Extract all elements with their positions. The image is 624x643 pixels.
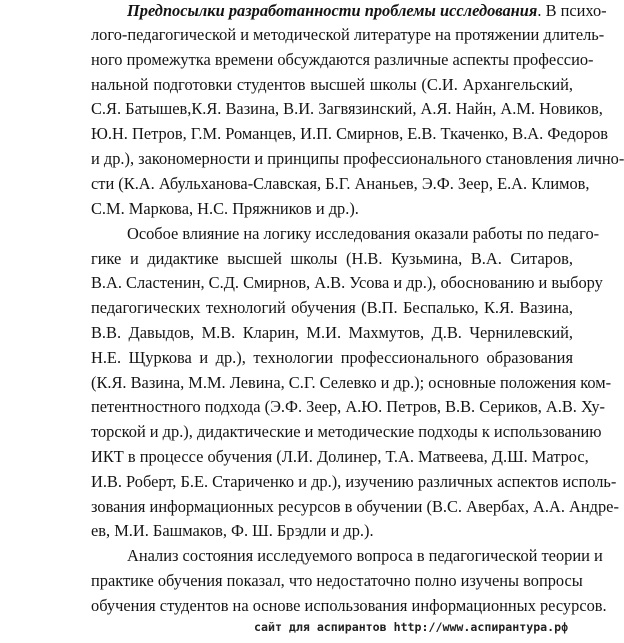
text-line: сти (К.А. Абульханова-Славская, Б.Г. Ананьев, Э.Ф. Зеер, Е.А. Климов, bbox=[91, 174, 590, 193]
text-line: ИКТ в процессе обучения (Л.И. Долинер, Т.А. Матвеева, Д.Ш. Матрос, bbox=[91, 447, 589, 466]
text-line: зования информационных ресурсов в обучении (В.С. Авербах, А.А. Андре- bbox=[91, 497, 619, 516]
text-line: лого-педагогической и методической литературе на протяжении длитель- bbox=[91, 25, 605, 44]
text-line: обучения студентов на основе использования информационных ресурсов. bbox=[91, 596, 607, 615]
text-line: (К.Я. Вазина, М.М. Левина, С.Г. Селевко и др.); основные положения ком- bbox=[91, 373, 612, 392]
text-line: ев, М.И. Башмаков, Ф. Ш. Брэдли и др.). bbox=[91, 521, 374, 540]
text-line bbox=[127, 1, 607, 20]
heading-period: . bbox=[537, 1, 542, 20]
section-heading: Предпосылки разработанности проблемы исследования bbox=[127, 1, 538, 20]
text-line: педагогических технологий обучения (В.П. Беспалько, К.Я. Вазина, bbox=[91, 298, 573, 317]
text-line: С.М. Маркова, Н.С. Пряжников и др.). bbox=[91, 199, 359, 218]
text-line: гике и дидактике высшей школы (Н.В. Кузьмина, В.А. Ситаров, bbox=[91, 249, 573, 268]
text-line: Ю.Н. Петров, Г.М. Романцев, И.П. Смирнов, Е.В. Ткаченко, В.А. Федоров bbox=[91, 124, 609, 143]
text-line: и др.), закономерности и принципы профессионального становления лично- bbox=[91, 149, 624, 168]
text-line-fragment: В психо- bbox=[545, 1, 607, 20]
text-line: В.А. Сластенин, С.Д. Смирнов, А.В. Усова и др.), обоснованию и выбору bbox=[91, 273, 603, 292]
text-line: ного промежутка времени обсуждаются различные аспекты профессио- bbox=[91, 50, 594, 69]
text-line: Н.Е. Щуркова и др.), технологии профессионального образования bbox=[91, 348, 573, 367]
text-line: торской и др.), дидактические и методические подходы к использованию bbox=[91, 422, 602, 441]
text-line: нальной подготовки студентов высшей школы (С.И. Архангельский, bbox=[91, 75, 573, 94]
text-line: С.Я. Батышев,К.Я. Вазина, В.И. Загвязинский, А.Я. Найн, А.М. Новиков, bbox=[91, 99, 603, 118]
text-line: В.В. Давыдов, М.В. Кларин, М.И. Махмутов, Д.В. Чернилевский, bbox=[91, 323, 573, 342]
text-line: Анализ состояния исследуемого вопроса в педагогической теории и bbox=[127, 546, 603, 565]
text-line: И.В. Роберт, Б.Е. Стариченко и др.), изучению различных аспектов исполь- bbox=[91, 472, 617, 491]
text-line: Особое влияние на логику исследования оказали работы по педаго- bbox=[127, 224, 600, 243]
text-line: петентностного подхода (Э.Ф. Зеер, А.Ю. Петров, В.В. Сериков, А.В. Ху- bbox=[91, 397, 605, 416]
site-footer-watermark: сайт для аспирантов http://www.аспирантура.рф bbox=[254, 620, 569, 634]
text-line: практике обучения показал, что недостаточно полно изучены вопросы bbox=[91, 571, 583, 590]
